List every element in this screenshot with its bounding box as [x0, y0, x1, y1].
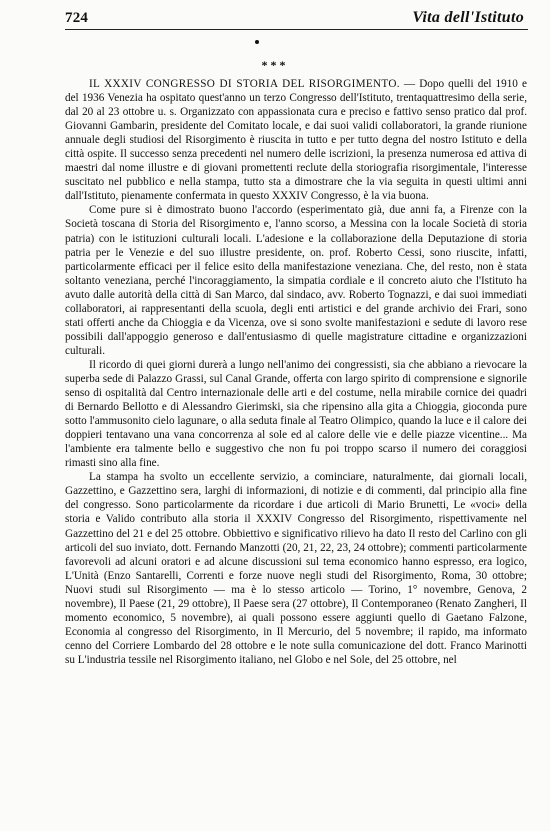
page-number: 724 [65, 10, 89, 26]
decorative-dot [255, 40, 259, 44]
paragraph-4: La stampa ha svolto un eccellente servizio, a cominciare, naturalmente, dai giornali locali, Gazzettino, e Gazzettino sera, larghi di informazioni, di notizie e di commenti, dal principio alla fine del congresso. Sono particolarmente da ricordare i due articoli di Mario Brunetti, Le «voci» della storia e Valido contributo alla storia il XXXIV Congresso del Risorgimento, rispettivamente nel Gazzettino del 21 e del 25 ottobre. Obbiettivo e significativo rilievo ha dato Il resto del Carlino con gli articoli del suo inviato, dott. Fernando Manzotti (20, 21, 22, 23, 24 ottobre); commenti particolarmente favorevoli ad alcuni oratori e ad alcune discussioni sul tema economico hanno espresso, era logico, L'Unità (Enzo Santarelli, Correnti e forze nuove negli studi del Risorgimento, Roma, 30 ottobre; Nuovi studi sul Risorgimento — ma è lo stesso articolo — Torino, 1° novembre, Genova, 2 novembre), Il Paese (21, 29 ottobre), Il Paese sera (27 ottobre), Il Contemporaneo (Renato Zangheri, Il momento economico, 5 novembre), ai quali possono essere aggiunti quello di Gaetano Falzone, Economia al congresso del Risorgimento, in Il Mercurio, del 5 novembre; il rapido, ma informato cenno del Corriere Lombardo del 28 ottobre e le note sulla comunicazione del dott. Franco Marinotti su L'industria tessile nel Risorgimento italiano, nel Globo e nel Sole, del 25 ottobre, nel [65, 471, 527, 666]
paragraph-2: Come pure si è dimostrato buono l'accordo (esperimentato già, due anni fa, a Firenze con la Società toscana di Storia del Risorgimento e, l'anno scorso, a Messina con la locale Società di storia patria) con le istituzioni culturali locali. L'adesione e la collaborazione della Deputazione di storia patria per le Venezie e del suo illustre presidente, on. prof. Roberto Cessi, sono riuscite, infatti, particolarmente efficaci per il felice esito della manifestazione veneziana. Che, del resto, non è stata soltanto veneziana, perché l'incoraggiamento, la simpatia cordiale e il concreto aiuto che l'Istituto ha avuto dalle autorità della città di San Marco, dal sindaco, avv. Roberto Tognazzi, e dai suoi immediati collaboratori, ai rappresentanti della scuola, degli enti artistici e del grande archivio dei Frari, sono stati offerti anche da Chioggia e da Vicenza, ove si sono svolte manifestazioni e sedute di lavoro rese possibili dall'appoggio generoso e dall'entusiasmo di quelle magistrature cittadine e organizzazioni culturali. [65, 204, 527, 357]
page-header [65, 9, 528, 30]
running-title: Vita dell'Istituto [412, 9, 524, 26]
section-separator: *** [261, 58, 289, 72]
paragraph-1 [65, 77, 527, 203]
paragraph-3: Il ricordo di quei giorni durerà a lungo nell'animo dei congressisti, sia che abbiano a rievocare la superba sede di Palazzo Grassi, sul Canal Grande, offerta con largo spirito di comprensione e signorile senso di ospitalità dal Centro internazionale delle arti e del costume, nella mirabile cornice dei quadri di Bernardo Bellotto e di Alessandro Gierimski, sia che ripensino alla gita a Chioggia, gioconda pure sotto l'ammusonito cielo lagunare, o alla seduta finale al Teatro Olimpico, quando la luce e il calore dei doppieri tentavano una vana concorrenza al sole ed al calore delle vie e delle piazze vicentine... Ma l'ambiente era talmente bello e suggestivo che non fu poi troppo scarso il numero dei coraggiosi rimasti sino alla fine. [65, 358, 527, 470]
article-title: IL XXXIV CONGRESSO DI STORIA DEL RISORGIMENTO. [89, 78, 400, 90]
article-body [65, 77, 527, 667]
paragraph-text: — Dopo quelli del 1910 e del 1936 Venezia ha ospitato quest'anno un terzo Congresso dell'Istituto, trentaquattresimo della serie, dal 20 al 23 ottobre u. s. Organizzato con appassionata cura e preciso e fattivo senso pratico dal prof. Giovanni Gambarin, presidente del Comitato locale, e dai suoi validi collaboratori, la grande riunione annuale degli studiosi del Risorgimento è riuscita in tutto e per tutto degna del nostro Istituto e della città ospite. Il successo senza precedenti nel numero delle iscrizioni, la presenza numerosa ed attiva di maestri dal nome illustre e di giovani promettenti reclute della storiografia risorgimentale, l'interesse suscitato nel pubblico e nella stampa, tutto sta a dimostrare che la via seguita in questi ultimi anni dall'Istituto, pienamente confermata in questo XXXIV Congresso, è la via buona. [65, 78, 527, 203]
